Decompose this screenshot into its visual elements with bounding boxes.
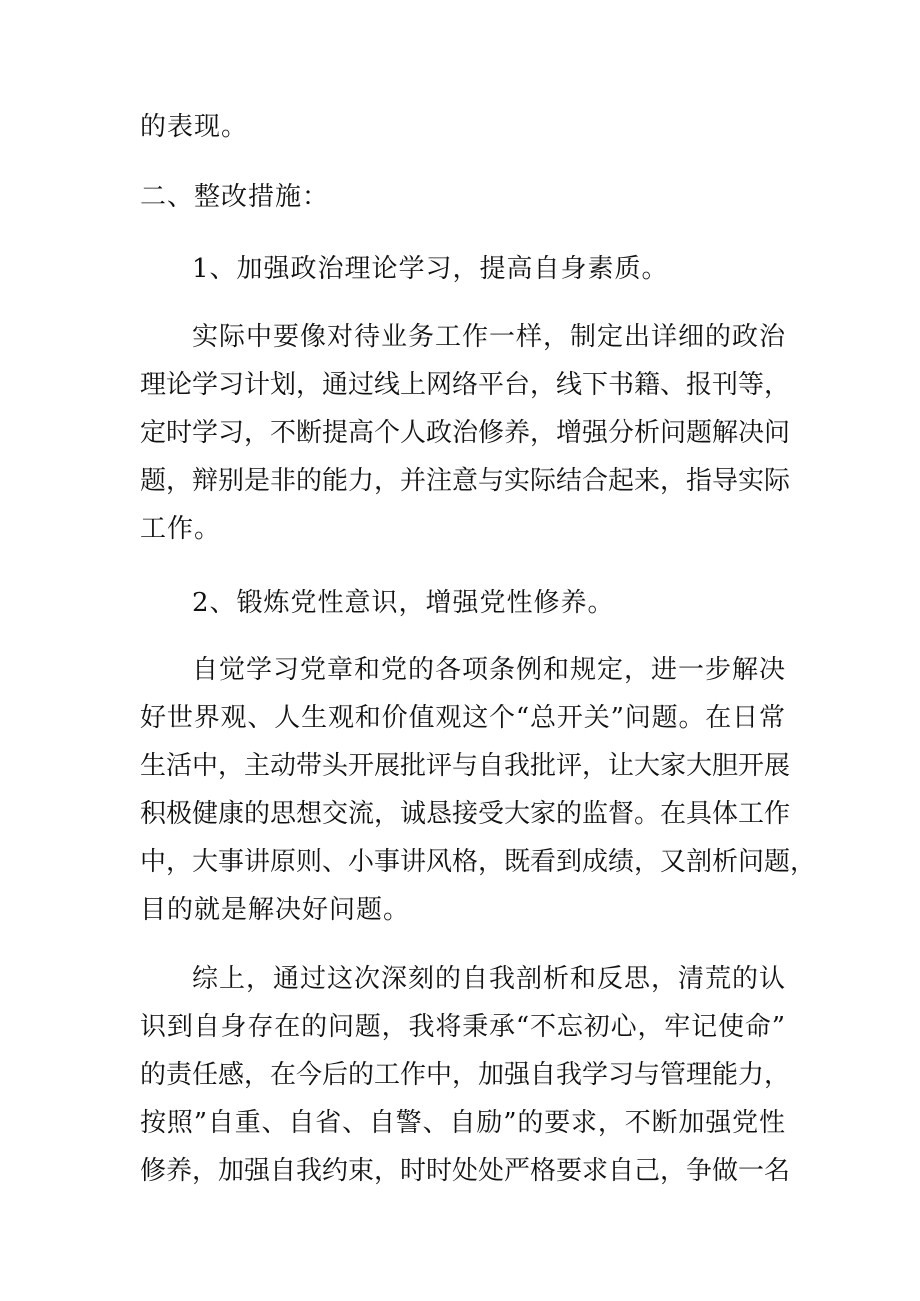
item1-title: 1、加强政治理论学习，提高自身素质。 <box>192 254 669 284</box>
summary-paragraph-line: 按照”自重、自省、自警、自励”的要求，不断加强党性 <box>140 1108 785 1138</box>
item2-title: 2、锻炼党性意识，增强党性修养。 <box>192 588 615 618</box>
item2-paragraph-line: 自觉学习党章和党的各项条例和规定，进一步解决 <box>192 655 785 685</box>
summary-paragraph-line: 识到自身存在的问题，我将秉承“不忘初心，牢记使命” <box>140 1012 785 1042</box>
item2-paragraph-line: 积极健康的思想交流，诚恳接受大家的监督。在具体工作 <box>140 799 791 829</box>
item2-paragraph-line: 目的就是解决好问题。 <box>140 895 411 925</box>
continuation-text: 的表现。 <box>140 112 249 142</box>
summary-paragraph-line: 修养，加强自我约束，时时处处严格要求自己，争做一名 <box>140 1156 791 1186</box>
section-heading: 二、整改措施： <box>140 182 330 212</box>
item1-paragraph-line: 工作。 <box>140 514 222 544</box>
item2-paragraph-line: 中，大事讲原则、小事讲风格，既看到成绩，又剖析问题， <box>140 847 817 877</box>
summary-paragraph-line: 的责任感，在今后的工作中，加强自我学习与管理能力， <box>140 1060 791 1090</box>
item1-paragraph-line: 定时学习，不断提高个人政治修养，增强分析问题解决问 <box>140 418 791 448</box>
summary-paragraph-line: 综上，通过这次深刻的自我剖析和反思，清荒的认 <box>192 964 785 994</box>
item1-paragraph-line: 理论学习计划，通过线上网络平台，线下书籍、报刊等， <box>140 370 791 400</box>
item2-paragraph-line: 生活中，主动带头开展批评与自我批评，让大家大胆开展 <box>140 751 791 781</box>
item1-paragraph-line: 实际中要像对待业务工作一样，制定出详细的政治 <box>192 322 785 352</box>
item1-paragraph-line: 题，辩别是非的能力，并注意与实际结合起来，指导实际 <box>140 466 791 496</box>
item2-paragraph-line: 好世界观、人生观和价值观这个“总开关”问题。在日常 <box>140 703 785 733</box>
